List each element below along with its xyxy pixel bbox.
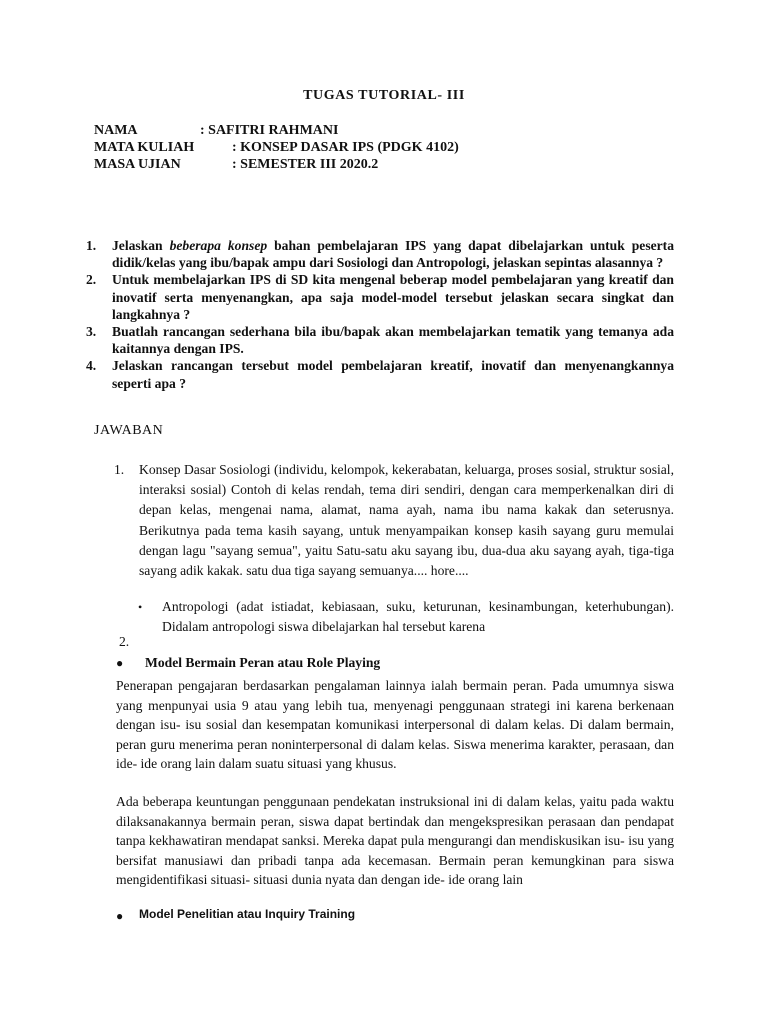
answer-1-sub-bullet [138, 597, 674, 637]
question-number: 2. [86, 272, 97, 288]
section-heading: Model Penelitian atau Inquiry Training [139, 907, 356, 921]
bullet-icon: ● [116, 909, 124, 923]
question-number: 1. [86, 238, 97, 253]
question-text: Buatlah rancangan sederhana bila ibu/bapak akan membelajarkan tematik yang temanya ada kaitannya dengan IPS. [112, 324, 674, 357]
sub-bullet-text: Antropologi (adat istiadat, kebiasaan, suku, keturunan, kesinambungan, keterhubungan). Didalam antropologi siswa dibelajarkan hal tersebut karena [162, 599, 674, 635]
info-label: NAMA [94, 123, 138, 138]
question-item [86, 323, 674, 357]
question-list [86, 237, 675, 392]
question-text: bahan pembelajaran IPS yang dapat dibelajarkan untuk peserta didik/kelas yang ibu/bapak ampu dari Sosiologi dan Antropologi, jelaskan sepintas alasannya ? [112, 238, 675, 271]
document-title: TUGAS TUTORIAL- III [303, 88, 465, 103]
question-text: Untuk membelajarkan IPS di SD kita mengenal beberap model pembelajaran yang kreatif dan inovatif serta menyenangkan, apa saja model-model tersebut jelaskan secara singkat dan langkahnya ? [112, 272, 674, 322]
info-label: MATA KULIAH [94, 140, 195, 155]
question-item [86, 237, 675, 271]
question-item [86, 271, 674, 323]
section-heading: Model Bermain Peran atau Role Playing [145, 655, 381, 670]
question-text: Jelaskan [112, 238, 170, 253]
info-row-nama [94, 122, 459, 139]
info-value: : SAFITRI RAHMANI [200, 123, 339, 138]
info-value: : KONSEP DASAR IPS (PDGK 4102) [232, 140, 459, 155]
paragraph: Penerapan pengajaran berdasarkan pengalaman lainnya ialah bermain peran. Pada umumnya siswa yang menpunyai usia 9 atau yang lebih tua, menyenagi penggunaan strategi ini karena berkenaan dengan isu- isu sosial dan kesempatan komunikasi interpersonal di dalam kelas. Di dalam bermain, peran guru menerima peran noninterpersonal di dalam kelas. Siswa menerima karakter, perasaan, dan ide- ide orang lain dalam suatu situasi yang khusus. [116, 678, 674, 772]
answer-number: 1. [114, 462, 125, 477]
info-label: MASA UJIAN [94, 157, 181, 172]
info-row-masa-ujian [94, 156, 459, 173]
student-info [94, 122, 459, 173]
answer-1 [114, 460, 674, 581]
question-number: 3. [86, 324, 97, 340]
paragraph: Ada beberapa keuntungan penggunaan pendekatan instruksional ini di dalam kelas, yaitu pada waktu dilaksanakannya bermain peran, siswa dapat bertindak dan mengekspresikan perasaan dan pendapat tanpa kekhawatiran mendapat sanksi. Mereka dapat pula mengurangi dan mendiskusikan isu- isu yang bersifat manusiawi dan pribadi tanpa ada kecemasan. Bermain peran kemungkinan para siswa mengidentifikasi situasi- situasi dunia nyata dan dengan ide- ide orang lain [116, 794, 674, 888]
info-value: : SEMESTER III 2020.2 [232, 157, 379, 172]
question-text: Jelaskan rancangan tersebut model pembelajaran kreatif, inovatif dan menyenangkannya seperti apa ? [112, 358, 674, 391]
bullet-icon: • [138, 600, 143, 614]
question-emphasis: beberapa konsep [169, 238, 268, 253]
question-number: 4. [86, 358, 97, 374]
answer-number: 2. [119, 634, 130, 649]
answer-text: Konsep Dasar Sosiologi (individu, kelompok, kekerabatan, keluarga, proses sosial, struktur sosial, interaksi sosial) Contoh di kelas rendah, tema diri sendiri, dengan cara memperkenalkan diri di depan kelas, mengenai nama, alamat, nama ayah, nama ibu nama kakak dan seterusnya. Berikutnya pada tema kasih sayang, untuk menyampaikan konsep kasih sayang guru memulai dengan lagu "sayang semua", yaitu Satu-satu aku sayang ibu, dua-dua aku sayang ayah, tiga-tiga sayang adik kakak. satu dua tiga sayang semuanya.... hore.... [139, 462, 674, 579]
question-item [86, 357, 674, 391]
info-row-mata-kuliah [94, 139, 459, 156]
bullet-icon: ● [116, 656, 124, 670]
answers-heading: JAWABAN [94, 423, 164, 438]
